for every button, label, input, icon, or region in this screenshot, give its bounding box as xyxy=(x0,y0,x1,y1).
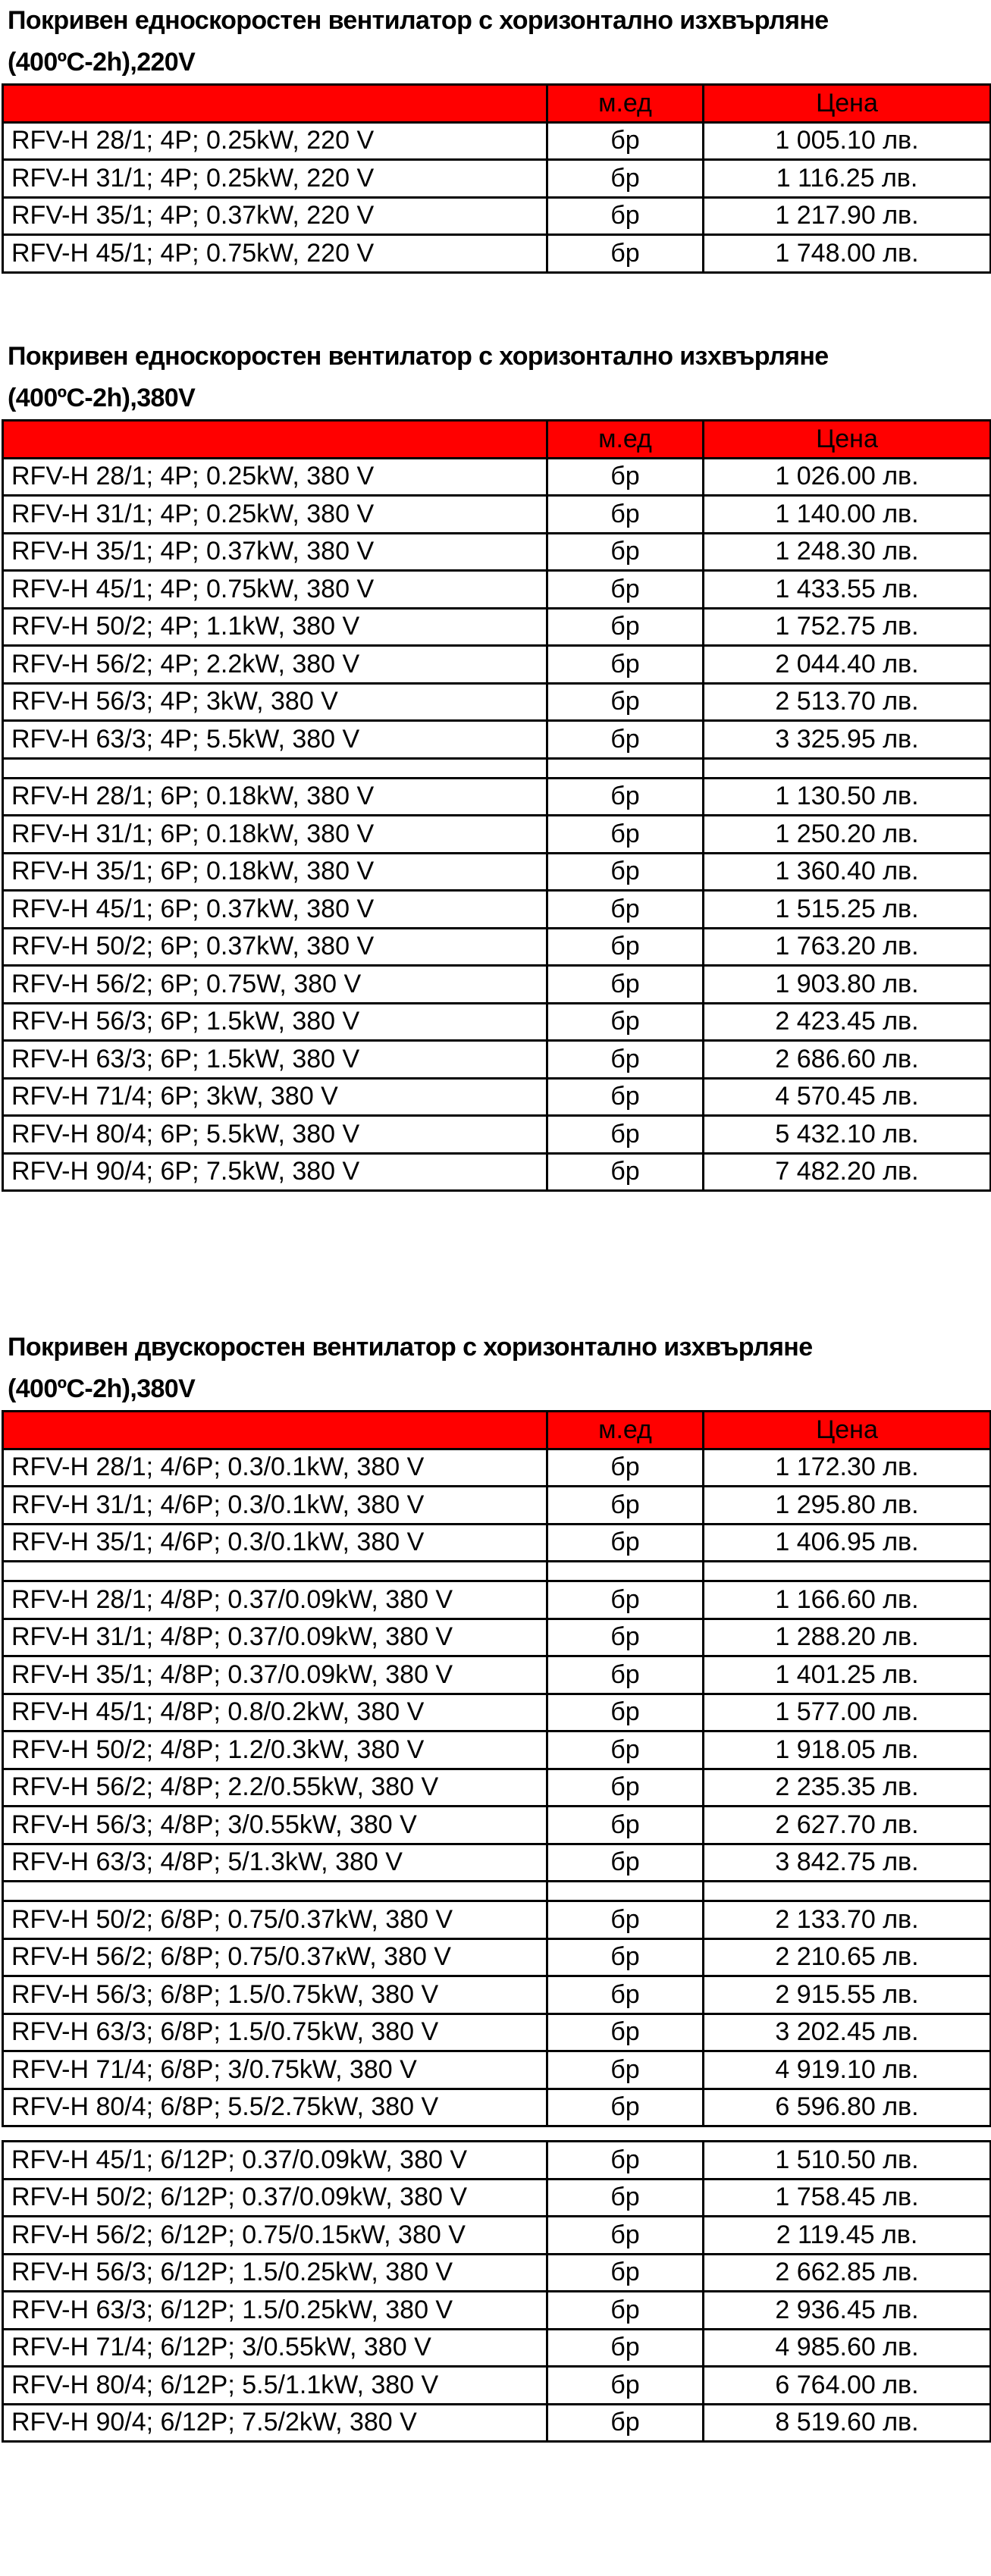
price-cell: 2 423.45 лв. xyxy=(704,1003,991,1041)
table-row xyxy=(3,533,991,571)
price-cell: 6 596.80 лв. xyxy=(704,2089,991,2126)
price-cell: 1 433.55 лв. xyxy=(704,571,991,609)
unit-cell: бр xyxy=(547,1003,704,1041)
unit-cell: бр xyxy=(547,1619,704,1656)
unit-cell: бр xyxy=(547,2292,704,2330)
price-cell: 2 235.35 лв. xyxy=(704,1769,991,1807)
product-name-cell: RFV-H 35/1; 4P; 0.37kW, 220 V xyxy=(3,197,547,235)
unit-cell: бр xyxy=(547,1581,704,1619)
section-title-line-1: Покривен едноскоростен вентилатор с хоризонтално изхвърляне xyxy=(8,342,829,371)
price-cell: 1 116.25 лв. xyxy=(704,160,991,198)
table-row xyxy=(3,2013,991,2051)
product-name-cell: RFV-H 56/2; 4P; 2.2kW, 380 V xyxy=(3,646,547,684)
product-name-cell: RFV-H 45/1; 4P; 0.75kW, 380 V xyxy=(3,571,547,609)
unit-cell: бр xyxy=(547,778,704,816)
section-title-line-2: (400ºC-2h),380V xyxy=(8,1374,196,1403)
price-cell: 1 510.50 лв. xyxy=(704,2142,991,2180)
unit-cell: бр xyxy=(547,533,704,571)
table-row xyxy=(3,160,991,198)
unit-cell: бр xyxy=(547,816,704,854)
empty-cell xyxy=(704,758,991,778)
unit-cell: бр xyxy=(547,1901,704,1939)
price-cell: 1 217.90 лв. xyxy=(704,197,991,235)
table-row xyxy=(3,1694,991,1731)
spacer-row xyxy=(3,1562,991,1581)
product-name-cell: RFV-H 90/4; 6/12P; 7.5/2kW, 380 V xyxy=(3,2404,547,2442)
unit-cell: бр xyxy=(547,1078,704,1116)
table-row xyxy=(3,2051,991,2089)
product-name-cell: RFV-H 56/3; 6P; 1.5kW, 380 V xyxy=(3,1003,547,1041)
section-title-line-2: (400ºC-2h),220V xyxy=(8,48,196,77)
product-name-cell: RFV-H 35/1; 4/8P; 0.37/0.09kW, 380 V xyxy=(3,1656,547,1694)
product-name-cell: RFV-H 63/3; 6P; 1.5kW, 380 V xyxy=(3,1041,547,1079)
unit-cell: бр xyxy=(547,1524,704,1562)
price-cell: 1 401.25 лв. xyxy=(704,1656,991,1694)
product-name-cell: RFV-H 45/1; 6P; 0.37kW, 380 V xyxy=(3,891,547,929)
product-name-cell: RFV-H 71/4; 6/8P; 3/0.75kW, 380 V xyxy=(3,2051,547,2089)
price-cell: 1 406.95 лв. xyxy=(704,1524,991,1562)
product-name-cell: RFV-H 71/4; 6/12P; 3/0.55kW, 380 V xyxy=(3,2329,547,2367)
price-cell: 1 903.80 лв. xyxy=(704,966,991,1004)
price-cell: 3 325.95 лв. xyxy=(704,721,991,759)
price-cell: 1 360.40 лв. xyxy=(704,853,991,891)
unit-cell: бр xyxy=(547,496,704,534)
product-name-cell: RFV-H 31/1; 4/6P; 0.3/0.1kW, 380 V xyxy=(3,1487,547,1525)
table-header-row xyxy=(3,421,991,459)
table-row xyxy=(3,2367,991,2405)
table-row xyxy=(3,646,991,684)
section-title-line-1: Покривен двускоростен вентилатор с хоризонтално изхвърляне xyxy=(8,1333,813,1362)
unit-cell: бр xyxy=(547,1116,704,1154)
product-name-cell: RFV-H 80/4; 6/12P; 5.5/1.1kW, 380 V xyxy=(3,2367,547,2405)
unit-cell: бр xyxy=(547,571,704,609)
table-row xyxy=(3,1041,991,1079)
price-cell: 1 250.20 лв. xyxy=(704,816,991,854)
product-name-cell: RFV-H 28/1; 4P; 0.25kW, 380 V xyxy=(3,458,547,496)
table-row xyxy=(3,571,991,609)
price-cell: 7 482.20 лв. xyxy=(704,1153,991,1191)
table-row xyxy=(3,966,991,1004)
unit-cell: бр xyxy=(547,1769,704,1807)
unit-cell: бр xyxy=(547,1844,704,1882)
product-name-cell: RFV-H 28/1; 6P; 0.18kW, 380 V xyxy=(3,778,547,816)
empty-cell xyxy=(547,1882,704,1901)
product-name-cell: RFV-H 71/4; 6P; 3kW, 380 V xyxy=(3,1078,547,1116)
table-row xyxy=(3,1656,991,1694)
unit-cell: бр xyxy=(547,928,704,966)
unit-cell: бр xyxy=(547,608,704,646)
header-unit-cell: м.ед xyxy=(547,85,704,123)
product-name-cell: RFV-H 56/3; 4P; 3kW, 380 V xyxy=(3,683,547,721)
unit-cell: бр xyxy=(547,853,704,891)
table-row xyxy=(3,1581,991,1619)
product-name-cell: RFV-H 56/3; 6/8P; 1.5/0.75kW, 380 V xyxy=(3,1976,547,2014)
price-cell: 1 515.25 лв. xyxy=(704,891,991,929)
product-name-cell: RFV-H 28/1; 4/8P; 0.37/0.09kW, 380 V xyxy=(3,1581,547,1619)
unit-cell: бр xyxy=(547,2142,704,2180)
table-row xyxy=(3,2089,991,2126)
price-cell: 8 519.60 лв. xyxy=(704,2404,991,2442)
price-cell: 2 915.55 лв. xyxy=(704,1976,991,2014)
product-name-cell: RFV-H 80/4; 6P; 5.5kW, 380 V xyxy=(3,1116,547,1154)
unit-cell: бр xyxy=(547,2179,704,2217)
product-name-cell: RFV-H 56/2; 6P; 0.75W, 380 V xyxy=(3,966,547,1004)
price-cell: 3 202.45 лв. xyxy=(704,2013,991,2051)
header-price-cell: Цена xyxy=(704,421,991,459)
product-name-cell: RFV-H 63/3; 4/8P; 5/1.3kW, 380 V xyxy=(3,1844,547,1882)
price-cell: 1 748.00 лв. xyxy=(704,235,991,273)
table-row xyxy=(3,2292,991,2330)
table-row xyxy=(3,608,991,646)
table-row xyxy=(3,1153,991,1191)
gap-row xyxy=(3,2126,991,2142)
product-name-cell: RFV-H 63/3; 6/8P; 1.5/0.75kW, 380 V xyxy=(3,2013,547,2051)
product-name-cell: RFV-H 28/1; 4/6P; 0.3/0.1kW, 380 V xyxy=(3,1449,547,1487)
table-row xyxy=(3,1807,991,1844)
table-row xyxy=(3,2404,991,2442)
table-row xyxy=(3,2179,991,2217)
price-table xyxy=(2,83,991,274)
price-section xyxy=(0,0,991,274)
product-name-cell: RFV-H 45/1; 4P; 0.75kW, 220 V xyxy=(3,235,547,273)
price-section xyxy=(0,1327,991,2443)
table-row xyxy=(3,891,991,929)
product-name-cell: RFV-H 50/2; 6P; 0.37kW, 380 V xyxy=(3,928,547,966)
unit-cell: бр xyxy=(547,2254,704,2292)
table-row xyxy=(3,928,991,966)
unit-cell: бр xyxy=(547,2051,704,2089)
header-unit-cell: м.ед xyxy=(547,421,704,459)
product-name-cell: RFV-H 50/2; 4/8P; 1.2/0.3kW, 380 V xyxy=(3,1731,547,1769)
header-price-cell: Цена xyxy=(704,1412,991,1449)
table-row xyxy=(3,1449,991,1487)
price-cell: 1 005.10 лв. xyxy=(704,122,991,160)
table-row xyxy=(3,2329,991,2367)
table-row xyxy=(3,496,991,534)
product-name-cell: RFV-H 50/2; 4P; 1.1kW, 380 V xyxy=(3,608,547,646)
unit-cell: бр xyxy=(547,1807,704,1844)
table-row xyxy=(3,721,991,759)
unit-cell: бр xyxy=(547,683,704,721)
product-name-cell: RFV-H 50/2; 6/8P; 0.75/0.37kW, 380 V xyxy=(3,1901,547,1939)
table-row xyxy=(3,1116,991,1154)
table-row xyxy=(3,853,991,891)
product-name-cell: RFV-H 80/4; 6/8P; 5.5/2.75kW, 380 V xyxy=(3,2089,547,2126)
price-cell: 6 764.00 лв. xyxy=(704,2367,991,2405)
price-cell: 2 044.40 лв. xyxy=(704,646,991,684)
unit-cell: бр xyxy=(547,2404,704,2442)
empty-cell xyxy=(704,1882,991,1901)
product-name-cell: RFV-H 35/1; 4/6P; 0.3/0.1kW, 380 V xyxy=(3,1524,547,1562)
table-row xyxy=(3,1976,991,2014)
empty-cell xyxy=(547,1562,704,1581)
spacer-row xyxy=(3,1882,991,1901)
unit-cell: бр xyxy=(547,1487,704,1525)
price-cell: 1 918.05 лв. xyxy=(704,1731,991,1769)
spacer-row xyxy=(3,758,991,778)
table-row xyxy=(3,778,991,816)
product-name-cell: RFV-H 31/1; 4P; 0.25kW, 380 V xyxy=(3,496,547,534)
unit-cell: бр xyxy=(547,1041,704,1079)
header-unit-cell: м.ед xyxy=(547,1412,704,1449)
product-name-cell: RFV-H 50/2; 6/12P; 0.37/0.09kW, 380 V xyxy=(3,2179,547,2217)
price-cell: 2 133.70 лв. xyxy=(704,1901,991,1939)
table-row xyxy=(3,1078,991,1116)
price-cell: 1 288.20 лв. xyxy=(704,1619,991,1656)
price-cell: 1 295.80 лв. xyxy=(704,1487,991,1525)
product-name-cell: RFV-H 56/3; 4/8P; 3/0.55kW, 380 V xyxy=(3,1807,547,1844)
unit-cell: бр xyxy=(547,2217,704,2255)
price-cell: 1 758.45 лв. xyxy=(704,2179,991,2217)
price-cell: 4 570.45 лв. xyxy=(704,1078,991,1116)
table-row xyxy=(3,1524,991,1562)
unit-cell: бр xyxy=(547,646,704,684)
price-table xyxy=(2,1410,991,2443)
product-name-cell: RFV-H 45/1; 6/12P; 0.37/0.09kW, 380 V xyxy=(3,2142,547,2180)
unit-cell: бр xyxy=(547,197,704,235)
price-cell: 2 936.45 лв. xyxy=(704,2292,991,2330)
table-header-row xyxy=(3,85,991,123)
unit-cell: бр xyxy=(547,122,704,160)
gap-cell xyxy=(3,2126,991,2142)
price-cell: 1 130.50 лв. xyxy=(704,778,991,816)
product-name-cell: RFV-H 63/3; 4P; 5.5kW, 380 V xyxy=(3,721,547,759)
price-cell: 1 026.00 лв. xyxy=(704,458,991,496)
product-name-cell: RFV-H 56/2; 6/8P; 0.75/0.37кW, 380 V xyxy=(3,1938,547,1976)
unit-cell: бр xyxy=(547,1449,704,1487)
unit-cell: бр xyxy=(547,2013,704,2051)
header-name-cell xyxy=(3,85,547,123)
product-name-cell: RFV-H 31/1; 4P; 0.25kW, 220 V xyxy=(3,160,547,198)
unit-cell: бр xyxy=(547,1731,704,1769)
empty-cell xyxy=(3,1882,547,1901)
product-name-cell: RFV-H 31/1; 4/8P; 0.37/0.09kW, 380 V xyxy=(3,1619,547,1656)
table-header-row xyxy=(3,1412,991,1449)
product-name-cell: RFV-H 28/1; 4P; 0.25kW, 220 V xyxy=(3,122,547,160)
table-row xyxy=(3,816,991,854)
table-row xyxy=(3,1938,991,1976)
unit-cell: бр xyxy=(547,2089,704,2126)
price-cell: 1 763.20 лв. xyxy=(704,928,991,966)
table-row xyxy=(3,1769,991,1807)
product-name-cell: RFV-H 56/2; 6/12P; 0.75/0.15кW, 380 V xyxy=(3,2217,547,2255)
price-cell: 3 842.75 лв. xyxy=(704,1844,991,1882)
price-cell: 1 577.00 лв. xyxy=(704,1694,991,1731)
table-row xyxy=(3,122,991,160)
table-row xyxy=(3,235,991,273)
table-row xyxy=(3,1487,991,1525)
price-cell: 1 166.60 лв. xyxy=(704,1581,991,1619)
price-cell: 2 662.85 лв. xyxy=(704,2254,991,2292)
unit-cell: бр xyxy=(547,721,704,759)
price-cell: 5 432.10 лв. xyxy=(704,1116,991,1154)
unit-cell: бр xyxy=(547,1656,704,1694)
product-name-cell: RFV-H 56/2; 4/8P; 2.2/0.55kW, 380 V xyxy=(3,1769,547,1807)
product-name-cell: RFV-H 56/3; 6/12P; 1.5/0.25kW, 380 V xyxy=(3,2254,547,2292)
table-row xyxy=(3,1619,991,1656)
price-table xyxy=(2,419,991,1192)
unit-cell: бр xyxy=(547,2367,704,2405)
table-row xyxy=(3,1844,991,1882)
unit-cell: бр xyxy=(547,1938,704,1976)
price-cell: 4 919.10 лв. xyxy=(704,2051,991,2089)
empty-cell xyxy=(704,1562,991,1581)
product-name-cell: RFV-H 90/4; 6P; 7.5kW, 380 V xyxy=(3,1153,547,1191)
price-cell: 1 248.30 лв. xyxy=(704,533,991,571)
empty-cell xyxy=(3,1562,547,1581)
product-name-cell: RFV-H 63/3; 6/12P; 1.5/0.25kW, 380 V xyxy=(3,2292,547,2330)
unit-cell: бр xyxy=(547,2329,704,2367)
header-name-cell xyxy=(3,1412,547,1449)
header-price-cell: Цена xyxy=(704,85,991,123)
price-cell: 1 140.00 лв. xyxy=(704,496,991,534)
product-name-cell: RFV-H 31/1; 6P; 0.18kW, 380 V xyxy=(3,816,547,854)
price-cell: 1 172.30 лв. xyxy=(704,1449,991,1487)
table-row xyxy=(3,197,991,235)
product-name-cell: RFV-H 45/1; 4/8P; 0.8/0.2kW, 380 V xyxy=(3,1694,547,1731)
table-row xyxy=(3,458,991,496)
price-cell: 1 752.75 лв. xyxy=(704,608,991,646)
product-name-cell: RFV-H 35/1; 6P; 0.18kW, 380 V xyxy=(3,853,547,891)
price-cell: 4 985.60 лв. xyxy=(704,2329,991,2367)
table-row xyxy=(3,2254,991,2292)
header-name-cell xyxy=(3,421,547,459)
price-cell: 2 686.60 лв. xyxy=(704,1041,991,1079)
unit-cell: бр xyxy=(547,1694,704,1731)
unit-cell: бр xyxy=(547,891,704,929)
table-row xyxy=(3,1731,991,1769)
unit-cell: бр xyxy=(547,235,704,273)
product-name-cell: RFV-H 35/1; 4P; 0.37kW, 380 V xyxy=(3,533,547,571)
unit-cell: бр xyxy=(547,458,704,496)
unit-cell: бр xyxy=(547,1976,704,2014)
section-title-line-1: Покривен едноскоростен вентилатор с хоризонтално изхвърляне xyxy=(8,6,829,35)
price-section xyxy=(0,336,991,1192)
unit-cell: бр xyxy=(547,1153,704,1191)
section-title-line-2: (400ºC-2h),380V xyxy=(8,384,196,412)
table-row xyxy=(3,2217,991,2255)
price-cell: 2 119.45 лв. xyxy=(704,2217,991,2255)
price-cell: 2 513.70 лв. xyxy=(704,683,991,721)
price-cell: 2 627.70 лв. xyxy=(704,1807,991,1844)
empty-cell xyxy=(3,758,547,778)
table-row xyxy=(3,683,991,721)
price-cell: 2 210.65 лв. xyxy=(704,1938,991,1976)
table-row xyxy=(3,1901,991,1939)
unit-cell: бр xyxy=(547,160,704,198)
table-row xyxy=(3,2142,991,2180)
table-row xyxy=(3,1003,991,1041)
unit-cell: бр xyxy=(547,966,704,1004)
empty-cell xyxy=(547,758,704,778)
